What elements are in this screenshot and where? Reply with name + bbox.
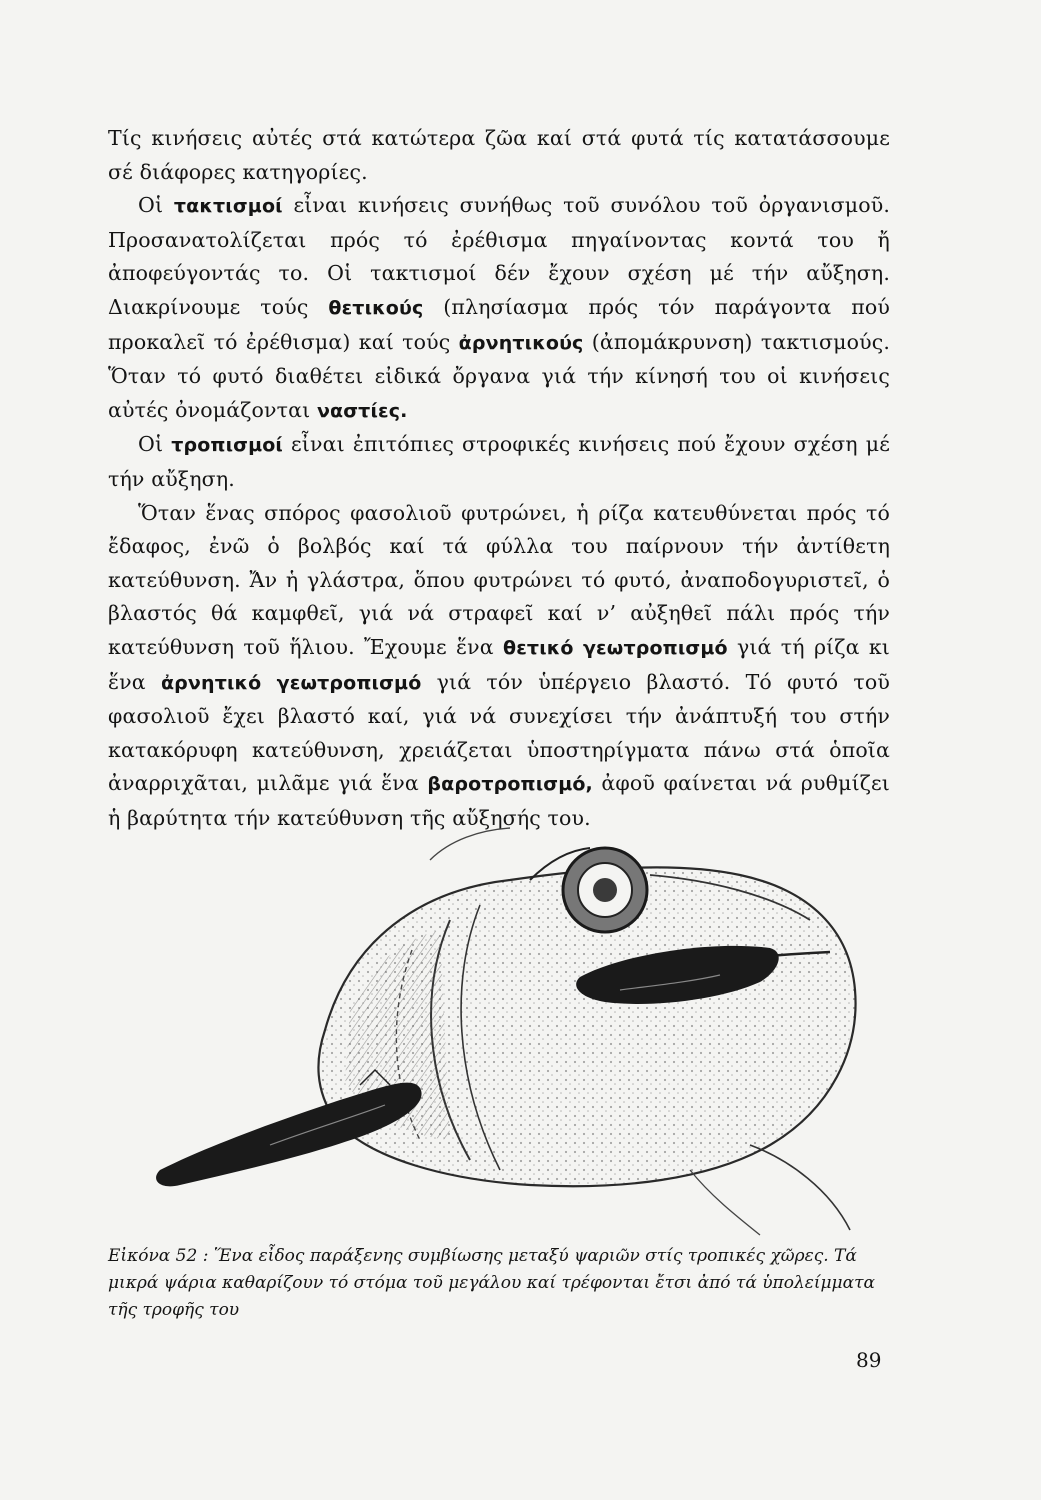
text-run: ἀφοῦ φαίνεται νά ρυθμίζει ἡ βαρύτητα τήν κατεύθυνση τῆς αὔξησής του. [108,771,890,830]
text-run: Τίς κινήσεις αὐτές στά κατώτερα ζῶα καί στά φυτά τίς κατατάσσουμε σέ διάφορες κατηγορίες. [108,126,890,184]
text-run: γιά τόν ὑπέργειο βλαστό. Τό φυτό τοῦ φασολιοῦ ἔχει βλαστό καί, γιά νά συνεχίσει τήν ἀνάπτυξή του στήν κατακόρυφη κατεύθυνση, χρειάζεται ὑποστηρίγματα πάνω στά ὁποῖα ἀναρριχᾶται, μιλᾶμε γιά ἕνα [108,669,890,796]
bold-term: ἀρνητικό γεωτροπισμό [160,671,422,694]
paragraph [108,122,890,189]
paragraph [108,428,890,496]
text-run: Ὅταν ἕνας σπόρος φασολιοῦ φυτρώνει, ἡ ρίζα κατευθύνεται πρός τό ἔδαφος, ἐνῶ ὁ βολβός καί τά φύλλα του παίρνουν τήν ἀντίθετη κατεύθυνση. Ἄν ἡ γλάστρα, ὅπου φυτρώνει τό φυτό, ἀναποδογυριστεῖ, ὁ βλαστός θά καμφθεῖ, γιά νά στραφεῖ καί ν’ αὐξηθεῖ πάλι πρός τήν κατεύθυνση τοῦ ἥλιου. Ἔχουμε ἕνα [108,500,890,659]
figure-caption: Εἰκόνα 52 : Ἕνα εἶδος παράξενης συμβίωσης μεταξύ ψαριῶν στίς τροπικές χῶρες. Τά μικρά ψάρια καθαρίζουν τό στόμα τοῦ μεγάλου καί τρέφονται ἔτσι ἀπό τά ὑπολείμματα τῆς τροφῆς του [108,1246,875,1320]
text-run: Οἱ [138,432,172,457]
text-run: Οἱ [138,193,174,218]
bold-term: βαροτροπισμό, [427,773,593,796]
bold-term: θετικούς [328,296,424,319]
text-run: εἶναι ἐπιτόπιες στροφικές κινήσεις πού ἔχουν σχέση μέ τήν αὔξηση. [108,432,890,491]
bold-term: θετικό γεωτροπισμό [503,636,728,659]
text-run: (πλησίασμα πρός τόν παράγοντα πού προκαλεῖ τό ἐρέθισμα) καί τούς [108,294,890,354]
bold-term: ἀρνητικούς [458,331,584,354]
bold-term: τροπισμοί [171,434,283,457]
page-number: 89 [856,1348,882,1372]
bold-term: ναστίες. [316,399,408,422]
text-run: εἶναι κινήσεις συνήθως τοῦ συνόλου τοῦ ὀργανισμοῦ. Προσανατολίζεται πρός τό ἐρέθισμα πηγαίνοντας κοντά του ἤ ἀποφεύγοντάς το. Οἱ τακτισμοί δέν ἔχουν σχέση μέ τήν αὔξηση. Διακρίνουμε τούς [108,193,890,319]
fish-symbiosis-illustration [150,690,890,1245]
bold-term: τακτισμοί [173,195,283,218]
text-run: (ἀπομάκρυνση) τακτισμούς. Ὅταν τό φυτό διαθέτει εἰδικά ὄργανα γιά τήν κίνησή του οἱ κινήσεις αὐτές ὀνομάζονται [108,329,890,422]
text-run: γιά τή ρίζα κι ἕνα [108,634,890,694]
paragraph [108,189,890,428]
